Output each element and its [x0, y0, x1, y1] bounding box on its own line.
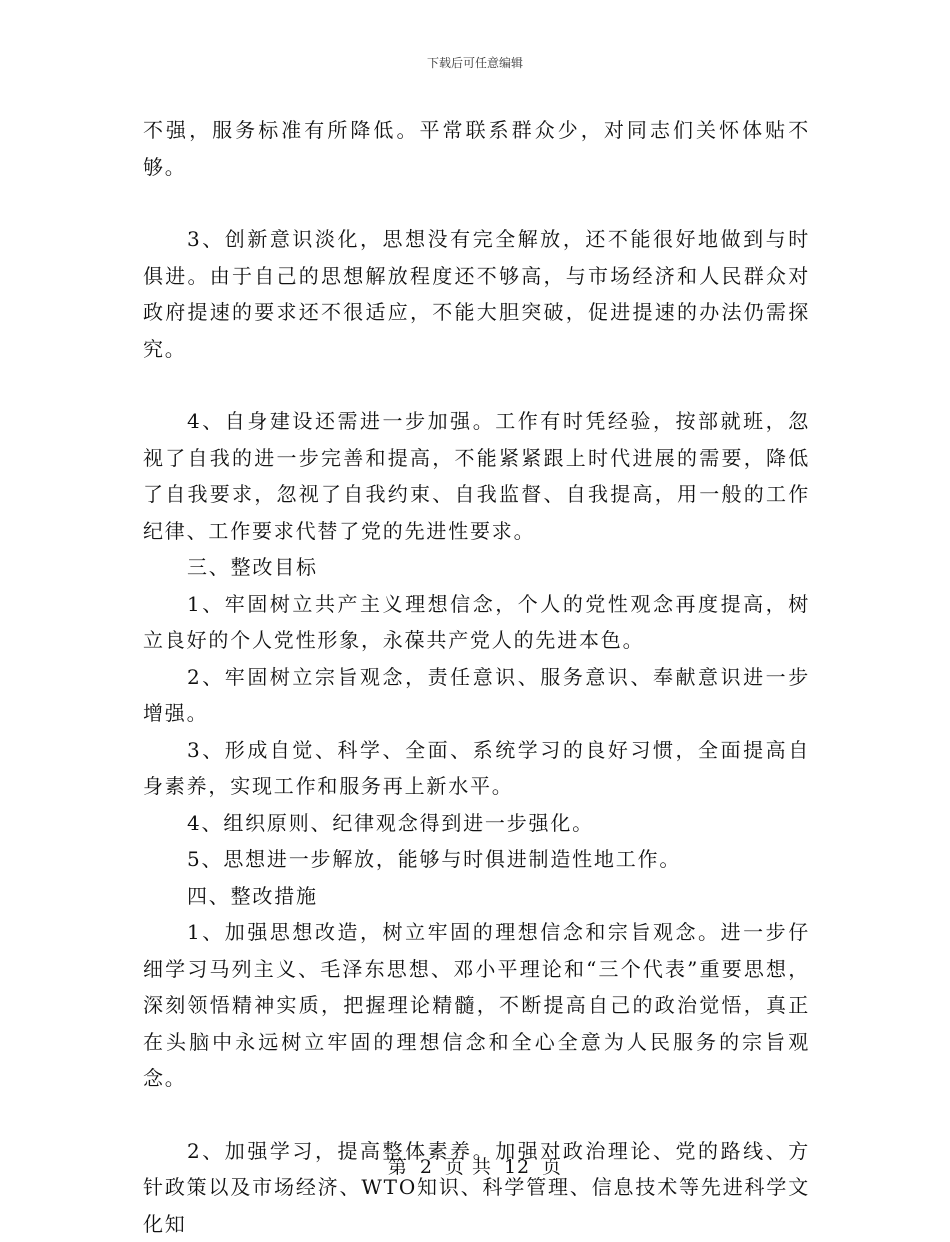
document-body	[143, 112, 810, 1242]
measure-item-1: 1、加强思想改造，树立牢固的理想信念和宗旨观念。进一步仔细学习马列主义、毛泽东思想、邓小平理论和“三个代表”重要思想，深刻领悟精神实质，把握理论精髓，不断提高自己的政治觉悟，真正在头脑中永远树立牢固的理想信念和全心全意为人民服务的宗旨观念。	[143, 914, 810, 1097]
footer-suffix: 页	[542, 1156, 562, 1178]
paragraph-innovation: 3、创新意识淡化，思想没有完全解放，还不能很好地做到与时俱进。由于自己的思想解放程度还不够高，与市场经济和人民群众对政府提速的要求还不很适应，不能大胆突破，促进提速的办法仍需探究。	[143, 221, 810, 367]
footer-prefix: 第	[388, 1156, 408, 1178]
measure-item-2: 2、加强学习，提高整体素养。加强对政治理论、党的路线、方针政策以及市场经济、WTO知识、科学管理、信息技术等先进科学文化知	[143, 1133, 810, 1242]
section-heading-measures: 四、整改措施	[143, 878, 810, 915]
paragraph-continued: 不强，服务标准有所降低。平常联系群众少，对同志们关怀体贴不够。	[143, 112, 810, 185]
goal-item-2: 2、牢固树立宗旨观念，责任意识、服务意识、奉献意识进一步增强。	[143, 659, 810, 732]
paragraph-gap	[143, 1097, 810, 1133]
footer-middle: 页 共	[445, 1156, 492, 1178]
goal-item-1: 1、牢固树立共产主义理想信念，个人的党性观念再度提高，树立良好的个人党性形象，永葆共产党人的先进本色。	[143, 586, 810, 659]
paragraph-gap	[143, 185, 810, 221]
current-page-number: 2	[420, 1156, 433, 1178]
total-page-count: 12	[504, 1156, 530, 1178]
section-heading-goals: 三、整改目标	[143, 549, 810, 586]
paragraph-self-construction: 4、自身建设还需进一步加强。工作有时凭经验，按部就班，忽视了自我的进一步完善和提高，不能紧紧跟上时代进展的需要，降低了自我要求，忽视了自我约束、自我监督、自我提高，用一般的工作纪律、工作要求代替了党的先进性要求。	[143, 403, 810, 549]
paragraph-gap	[143, 367, 810, 403]
goal-item-3: 3、形成自觉、科学、全面、系统学习的良好习惯，全面提高自身素养，实现工作和服务再上新水平。	[143, 732, 810, 805]
goal-item-5: 5、思想进一步解放，能够与时俱进制造性地工作。	[143, 841, 810, 878]
page-footer	[0, 1152, 950, 1179]
page-header: 下载后可任意编辑	[0, 54, 950, 71]
goal-item-4: 4、组织原则、纪律观念得到进一步强化。	[143, 805, 810, 842]
